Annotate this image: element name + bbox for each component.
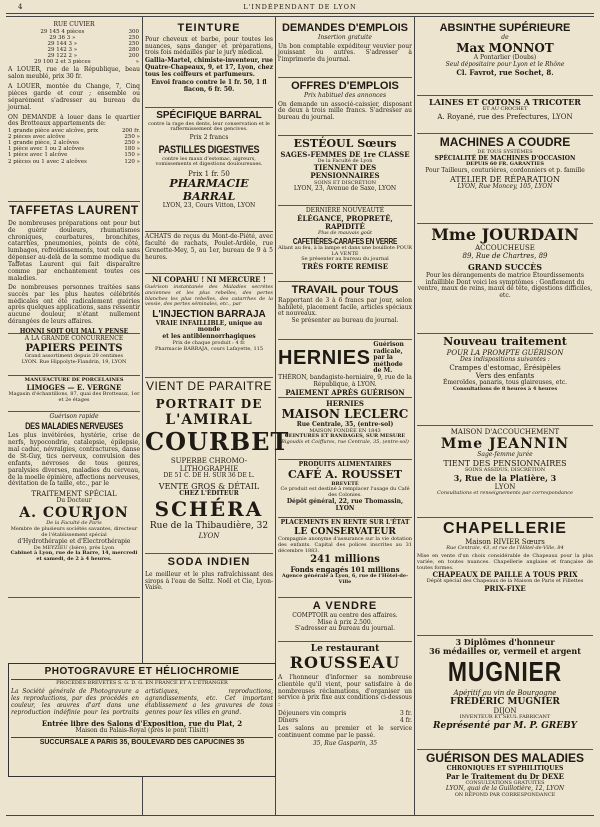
ad-courjon	[8, 412, 140, 598]
item-label: 1 pièce avec 1 ou 2 alcôves	[8, 146, 85, 153]
ad-text: Se présenter au bureau du journal	[301, 256, 389, 263]
ad-text: de	[501, 33, 509, 41]
ad-text: BREVETÉ	[331, 480, 359, 487]
ad-title: ROUSSEAU	[289, 653, 401, 673]
ad-title: NI COPAHU ! NI MERCURE !	[152, 275, 266, 284]
ad-text: POUR LA PROMPTE GUÉRISON	[446, 348, 564, 357]
ad-text: Se présenter au bureau du journal.	[291, 317, 399, 325]
cell-label: 29 144 3 »	[47, 40, 78, 47]
ad-demandes	[278, 20, 412, 78]
ad-text: Seul dépositaire pour Lyon et le Rhône	[445, 61, 565, 69]
ad-title: LIMOGES — E. VERGNE	[26, 382, 122, 392]
ad-text: Ce produit est destiné à remplacer l'usage du Café des Colonies.	[280, 486, 410, 499]
ad-text: Compagnie anonyme d'assurance sur la vie dotation des enfants. Capital des polices inscrites au 31 décembre 1883.	[278, 536, 412, 554]
ad-hernies-theron	[278, 340, 412, 398]
ad-text: Guérison radicale, par la méthode de M.	[373, 341, 404, 375]
ad-text: Prix de chaque produit : 4 fr.	[172, 340, 246, 347]
ad-name: Max MONNOT	[456, 40, 554, 55]
ad-text: SUPERBE CHROMO-LITHOGRAPHIE	[170, 457, 248, 474]
ad-text: Un bon comptable expéditeur veuvier pour jouissant ou autres. S'adresser à l'imprimerie du journal.	[278, 42, 412, 64]
ad-text: Membre de plusieurs sociétés savantes, directeur de l'établissement spécial	[10, 526, 138, 538]
ad-title: TEINTURE	[177, 22, 241, 34]
ad-text: Maison RIVIER Sœurs	[465, 538, 545, 547]
ad-text: HERNIES	[326, 399, 364, 408]
ad-text: Mise à prix 2.500.	[317, 618, 373, 626]
ad-title: ABSINTHE SUPÉRIEURE	[439, 22, 571, 34]
ad-text: THÉRON, bandagiste-herniaire, 9, rue de la République, à LYON.	[278, 373, 412, 388]
ad-title: DEMANDES D'EMPLOIS	[281, 22, 409, 34]
ad-title: PASTILLES DIGESTIVES	[158, 143, 260, 156]
ad-text: Sage-femme jurée	[477, 451, 533, 459]
ad-chapellerie	[417, 518, 593, 636]
ad-text: CEINTURES ET BANDAGES, SUR MESURE	[284, 433, 406, 440]
ad-photogravure	[8, 663, 276, 777]
ad-text: Représenté par M. P. GREBY	[433, 720, 577, 731]
ad-barral	[145, 108, 273, 232]
ad-absinthe	[417, 20, 593, 96]
ad-text: Grand assortiment depuis 20 centimes	[24, 353, 124, 360]
ad-text: Les plus invétérées, hystérie, crise de nerfs, hypocondrie, catalepsie, épilepsie, mal caduc, névralgies, contractures, danse de St-Guy, tics nerveux, convulsion des enfants, névroses de tous genres, paralysies diverses, maladies du cerveau, de la moelle épinière, affections nerveuses, dévitation de la taille, etc., par le	[8, 432, 140, 488]
ad-text: DE 51 C. DE H. SUR 36 DE L.	[163, 472, 255, 480]
ad-text: Crampes d'estomac, Érésipèles	[449, 363, 561, 372]
item-label: 1 pièce avec 1 alcôve	[8, 152, 68, 159]
ad-text: ACHATS de reçus du Mont-de-Piété, avec faculté de rachats, Poulet-Ardèle, rue Grenette-Mey, 5, au 1er, bureau de 9 à 5 heures.	[145, 233, 273, 261]
ad-text: VIENT DE PARAITRE	[145, 379, 273, 393]
rent-table	[8, 29, 140, 65]
cell-value: »	[135, 59, 139, 66]
ad-title: PAPIERS PEINTS	[25, 342, 123, 354]
ad-text: Pharmacie BARRAJA, cours Lafayette, 115	[154, 345, 264, 352]
list-item	[8, 159, 140, 165]
ad-publisher: SCHÉRA	[154, 497, 264, 522]
ad-text: La Société générale de Photogravure a les reproductions, par des procédés en couleur, les œuvres d'art dans une reproduction indéfinie pour les portraits artistiques, reproductions, agrandissements, etc. Cet important établissement a les gravures de tous genres pour les villes en grand.	[11, 688, 273, 716]
ad-name: COURBET	[145, 426, 290, 456]
ad-title: TAFFETAS LAURENT	[9, 203, 139, 217]
ad-text: LYON. Rue Hippolyte-Flandrin, 19, LYON	[21, 359, 127, 366]
ad-text: CHEZ L'ÉDITEUR	[179, 490, 239, 498]
ad-text: LYON, quai de la Guillotière, 12, LYON	[445, 785, 565, 793]
ad-text: Les salons au premier et le service continuent comme par le passé.	[278, 725, 412, 740]
ad-text: ATELIER DE RÉPARATION	[450, 175, 560, 185]
ad-title: GUÉRISON DES MALADIES	[425, 751, 584, 765]
ad-title: GRAND SUCCÈS	[467, 262, 543, 273]
ad-text: d'Hydrothérapie et d'Électrothérapie	[17, 537, 131, 545]
cell-value: 280	[128, 47, 139, 54]
ad-text: A LOUER, rue de la République, beau salon meublé, prix 30 fr.	[8, 66, 140, 81]
ad-text: A Pontarlier (Doubs)	[473, 54, 537, 62]
ad-title: OFFRES D'EMPLOIS	[291, 80, 399, 92]
ad-text: S'adresser au bureau du journal.	[295, 625, 395, 633]
ad-title: LAINES ET COTONS A TRICOTER	[429, 97, 581, 107]
item-value: 150 »	[124, 152, 140, 159]
ad-text: Gallia-Martel, chimiste-inventeur, rue Quatre-Chapeaux, 9, et 17, Lyon, chez tous les coiffeurs et parfumeurs.	[145, 57, 273, 79]
ad-text: A LOUER, montée du Change, 7, Cinq pièces garde et cour ; ensemble ou séparément s'adresser au bureau du journal.	[8, 82, 140, 111]
ad-text: A l'honneur d'informer sa nombreuse clientèle qu'il vient, pour satisfaire à de nombreuses réclamations, d'organiser un service à prix fixe aux conditions ci-dessous :	[278, 673, 412, 709]
column-2	[145, 20, 290, 657]
hernies-row	[278, 342, 412, 375]
ad-text: Mise en vente d'un choix considérable de Chapeaux pour la plus variée, en toutes nuances. Chapellerie anglaise et française de toutes formes.	[417, 553, 593, 571]
ad-text: Consultations et renseignements par correspondance	[436, 490, 573, 497]
top-rule-2	[6, 16, 594, 17]
ad-soda	[145, 554, 273, 595]
ad-text: On demande un associé-caissier, disposant de deux à trois mille francs. S'adresser au bureau du journal.	[278, 100, 412, 122]
cell-label: 29 122 2 »	[47, 53, 78, 60]
ad-courbet	[145, 378, 290, 554]
cell-label: 29 142 3 »	[47, 47, 78, 54]
ad-conservateur	[278, 518, 412, 598]
item-value: 120 »	[124, 158, 140, 165]
ad-text: De la Faculté de Lyon	[317, 157, 373, 164]
ad-text: LYON, Rue Moncey, 105, LYON	[457, 183, 553, 191]
ad-text: COMPTOIR au centre des affaires.	[292, 611, 398, 619]
ad-text: SPÉCIALITÉ DE MACHINES D'OCCASION	[434, 154, 576, 162]
ad-text: PORTRAIT DE	[155, 396, 263, 411]
ad-text: L'AMIRAL	[165, 411, 253, 428]
ad-text: MAISON FONDÉE EN 1843	[309, 427, 381, 434]
ad-text: De la Faculté de Paris	[46, 520, 102, 527]
ad-text: TIENT DES PENSIONNAIRES	[443, 459, 567, 469]
cell-label: 29 100 2 et 3 pièces	[34, 59, 91, 66]
ad-title: SODA INDIEN	[167, 556, 251, 568]
ad-text: INVENTEUR ET SEUL FABRICANT	[459, 714, 551, 720]
ad-text: ÉLÉGANCE, PROPRETÉ, RAPIDITÉ	[297, 213, 393, 231]
ad-text: Maison du Palais-Royal (près le pont Tilsitt)	[75, 726, 209, 734]
ad-title: MUGNIER	[447, 656, 563, 688]
ad-papiers-peints	[8, 334, 140, 376]
item-value: 250 »	[124, 140, 140, 147]
ad-text: Dépôt spécial des Chapeaux de la Maison de Paris et Fillettes	[426, 578, 584, 585]
ad-title: MAISON LECLERC	[281, 407, 409, 422]
ad-text: et les antiblennorrhagiques	[162, 333, 256, 341]
ad-text: Le meilleur et le plus rafraîchissant des sirops à l'eau de Seltz. Noël et Cie, Lyon-Vaise.	[145, 570, 273, 592]
ad-text: LYON	[198, 531, 220, 540]
ad-text: Des indispositions suivantes :	[460, 355, 550, 363]
ad-text: 36 médailles or, vermeil et argent	[429, 646, 581, 657]
ad-text: Consultations de 8 heures à 4 heures	[452, 385, 558, 392]
ad-text: Guérison rapide	[49, 413, 99, 420]
ad-title: MACHINES A COUDRE	[439, 135, 571, 149]
item-label: Déjeuners vin compris	[278, 710, 347, 718]
cell-value: 250	[128, 34, 139, 41]
ad-text: DE TOUS SYSTÈMES	[477, 148, 533, 155]
masthead: L'INDÉPENDANT DE LYON	[243, 3, 357, 11]
item-value: 3 fr.	[399, 710, 412, 718]
ad-text: De MEYZIEU (Isère), près Lyon	[33, 544, 115, 551]
ad-text: Rue Centrale, 35, (entre-sol)	[296, 420, 394, 428]
ad-text: A. Royané, rue des Prefectures, LYON	[437, 112, 573, 121]
ad-text: Bigoudis et Coiffures, rue Centrale, 35, (entre-sol)	[281, 439, 409, 446]
ad-heading: RUE CUVIER	[53, 21, 95, 28]
item-value: 250 »	[124, 134, 140, 141]
ad-text: Plus de mauvais goût	[317, 229, 373, 236]
ad-text: CONSULTATIONS GRATUITES	[465, 779, 545, 786]
list-item	[278, 718, 412, 725]
ad-title: HERNIES	[278, 346, 371, 369]
ad-title: DES MALADIES NERVEUSES	[25, 420, 123, 431]
ad-text: ET AU CROCHET	[482, 106, 528, 113]
column-3	[278, 20, 412, 815]
ad-title: PHOTOGRAVURE ET HÉLIOCHROMIE	[11, 666, 273, 680]
ad-text: LYON, 23, Avenue de Saxe, LYON	[293, 185, 397, 193]
ad-text: A LA GRANDE CONCURRENCE	[24, 335, 124, 342]
ad-text: Pour les dérangements de matrice Étourdissements infaillible Dont voici les symptômes : Gonflement du ventre, maux de reins, maux de tête, digestions difficiles, etc.	[417, 271, 593, 300]
column-divider	[414, 17, 415, 815]
page-number: 4	[18, 3, 23, 11]
bottom-rule	[6, 815, 594, 816]
ad-text: ON DEMANDE à louer dans le quartier des Brotteaux appartements de:	[8, 113, 140, 128]
item-label: 2 pièces avec alcôve	[8, 134, 65, 141]
ad-text: TRÈS FORTE REMISE	[301, 262, 389, 272]
cell-label: 29 145 4 pièces	[40, 28, 85, 35]
ad-title: L'INJECTION BARRAJA	[152, 309, 266, 321]
ad-text: ACCOUCHEUSE	[475, 244, 535, 253]
item-value: 180 »	[124, 146, 140, 153]
ad-text: Émeroïdes, panaris, tous glaireuses, etc.	[442, 378, 567, 386]
ad-text: SUCCURSALE A PARIS 35, BOULEVARD DES CAPUCINES 35	[11, 737, 273, 747]
ad-text: Le restaurant	[310, 644, 380, 654]
ad-text: CHAPEAUX DE PAILLE A TOUS PRIX	[432, 570, 578, 580]
ad-name: FRÉDÉRIC MUGNIER	[450, 696, 560, 707]
ad-text: CHRONIQUES ET SYPHILITIQUES	[446, 764, 564, 772]
cell-value: 200	[128, 53, 139, 60]
ad-text: 241 millions	[310, 554, 380, 566]
ad-text: PLACEMENTS EN RENTE SUR L'ÉTAT	[280, 519, 410, 526]
ad-text: SOINS ET DISCRÉTION	[314, 179, 376, 186]
ad-laines	[417, 96, 593, 134]
ad-text: Prix 1 fr. 50	[188, 170, 230, 179]
cell-label: 29 36 3 »	[49, 34, 76, 41]
ad-text: 3 Diplômes d'honneur	[455, 637, 555, 647]
ad-text: Rue de la Thibaudière, 32	[149, 521, 269, 532]
item-label: Dîners	[278, 716, 299, 724]
ad-title: CAFÉ A. ROUSSET	[287, 467, 403, 481]
ad-text: Allant au feu, à la lampe et dans une bouillote POUR LA VENTE	[278, 244, 412, 257]
ad-text: Guérison instantanée des Maladies secrètes anciennes et les plus rebelles, des pertes blanches les plus rebelles, des catarrhes de la vessie, des pertes séminales, etc., par	[145, 284, 273, 308]
ad-footer: HONNI SOIT QUI MAL Y PENSE	[19, 328, 129, 336]
ad-text: TIENNENT DES PENSIONNAIRES	[310, 163, 380, 181]
ad-text: De nombreuses personnes traitées sans succès par les plus hautes célébrités médicales ont été radicalement guéries après quelques applications, sans ressentir aucune douleur, n'étant nullement dérangées de leurs affaires.	[8, 283, 140, 326]
ad-title: A VENDRE	[312, 600, 378, 612]
ad-text: MAISON D'ACCOUCHEMENT	[450, 428, 560, 436]
ad-text: PROCÉDÉS BREVETÉS S. G. D. G. EN FRANCE ET A L'ÉTRANGER	[56, 679, 228, 686]
ad-title: CHAPELLERIE	[443, 520, 567, 537]
ad-text: DEPUIS 60 FR. GARANTIES	[465, 161, 545, 168]
ad-text: contre la rage des dents, leur conservation et le raffermissement des gencives.	[148, 120, 270, 133]
ad-title: Nouveau traitement	[443, 335, 567, 348]
ad-leclerc	[278, 398, 412, 460]
ad-barraja	[145, 274, 273, 378]
cell-value: 300	[128, 28, 139, 35]
ad-text: PRODUITS ALIMENTAIRES	[298, 461, 392, 468]
ad-text: Pour cheveux et barbe, pour toutes les nuances, sans danger et préparations, trois fois médaillés par le jury médical.	[145, 35, 273, 57]
ad-text: Magasin d'échantillons, 87, quai des Brotteaux, 1er et 2e étages	[8, 390, 140, 403]
ad-text: VENTE GROS & DÉTAIL	[158, 482, 260, 492]
ad-title: PHARMACIE BARRAL	[169, 177, 249, 203]
ad-text: Entrée libre des Salons d'Exposition, rue du Plat, 2	[41, 718, 243, 728]
ad-jourdain	[417, 224, 593, 334]
ad-text: MANUFACTURE DE PORCELAINES	[24, 377, 124, 383]
ad-text: VRAIE INFAILLIBLE, unique au monde	[155, 319, 263, 334]
ad-text: 3, Rue de la Platière, 3	[453, 472, 557, 483]
ad-text: Envoi franco contre le 1 fr. 50, 1 fl flacon, 6 fr. 50.	[151, 78, 267, 93]
list-item	[278, 711, 412, 718]
ad-text: Fonds engagés 101 millions	[290, 564, 400, 574]
ad-text: Par le Traitement du Dr DEXE	[446, 771, 564, 781]
item-label: 1 grande pièce avec alcôve, prix	[8, 128, 99, 135]
ad-text: PRIX-FIXE	[484, 584, 526, 594]
ad-title: CAFETIÈRES-CARAFES EN VERRE	[292, 236, 398, 246]
ad-text: Pour Tailleurs, couturières, cordonniers et p. famille	[425, 167, 585, 175]
ad-text: Agence générale à Lyon, 6, rue de l'Hôtel-de-Ville	[281, 573, 409, 585]
ad-title: SPÉCIFIQUE BARRAL	[156, 110, 262, 121]
ad-text: Dépôt général, 22, rue Thomassin, LYON	[286, 497, 404, 512]
column-4	[417, 20, 593, 815]
ad-text: DIJON	[493, 706, 517, 715]
ad-text: LYON, 23, Cours Vitton, LYON	[162, 202, 256, 210]
ad-title: ESTÉOUL Sœurs	[293, 137, 397, 150]
ad-mugnier	[417, 636, 593, 750]
ad-text: Rue Centrale, 43, et rue de l'Hôtel-de-Ville, 84	[446, 545, 564, 552]
ad-text: 35, Rue Gasparin, 35	[312, 740, 378, 748]
ad-porcelaines	[8, 376, 140, 412]
ad-text: Prix 2 francs	[189, 134, 229, 141]
ad-text: Prix habituel des annonces	[303, 91, 387, 99]
ad-text: TRAITEMENT SPÉCIAL	[31, 490, 117, 499]
ad-text: LYON	[494, 483, 516, 492]
ad-text: Cabinet à Lyon, rue de la Barre, 14, mercredi et samedi, de 2 à 4 heures.	[10, 550, 138, 563]
ad-text: contre les maux d'estomac, aigreurs, vomissements et digestions douloureuses.	[155, 155, 263, 168]
ad-text: 89, Rue de Chartres, 89	[462, 252, 548, 261]
item-label: 1 grande pièce, 2 alcôves	[8, 140, 79, 147]
ad-text: Vers des enfants	[475, 371, 535, 380]
item-value: 4 fr.	[399, 716, 412, 724]
ad-teinture	[145, 20, 273, 108]
ad-text: De nombreuses préparations ont pour but de guérir douleurs, rhumatismes chroniques, courbatures, bronchites, catarrhes, pneumonies, points de côté, lumbagos, refroidissements, tout cela sans dépenser au-delà de la somme modique du Taffetas Laurent qui fait disparaître comme par enchantement toutes ces maladies.	[8, 219, 140, 282]
ad-title: LE CONSERVATEUR	[294, 526, 396, 537]
top-rule	[6, 13, 594, 14]
ad-cafe-rousset	[278, 460, 412, 518]
ad-title: Mme JEANNIN	[440, 436, 570, 453]
ad-title: Mme JOURDAIN	[431, 225, 579, 244]
ad-a-vendre	[278, 598, 412, 642]
ad-nouveau-traitement	[417, 334, 593, 426]
ad-text: Insertion gratuite	[318, 33, 372, 41]
ad-guerison-maladies	[417, 750, 593, 802]
ad-text: ON RÉPOND PAR CORRESPONDANCE	[454, 792, 556, 799]
table-row	[8, 59, 140, 65]
ad-text: Cl. Favrot, rue Sochet, 8.	[456, 68, 554, 78]
ad-doctor-name: A. COURJON	[19, 505, 129, 522]
ad-text: SAGES-FEMMES DE 1re CLASSE	[280, 149, 410, 159]
item-label: 2 pièces ou 1 avec 2 alcôves	[8, 158, 87, 165]
ad-text: Apéritif au vin de Bourgogne	[453, 688, 557, 697]
ad-taffetas	[8, 202, 140, 334]
ad-cafetieres	[278, 206, 412, 282]
ad-text: DERNIÈRE NOUVEAUTÉ	[305, 207, 385, 214]
ad-rentals	[8, 20, 140, 202]
ad-achats	[145, 232, 273, 274]
ad-title: TRAVAIL pour TOUS	[291, 284, 399, 296]
ad-travail	[278, 282, 412, 340]
ad-text: SOINS ASSIDUS, DISCRÉTION	[464, 467, 546, 474]
ad-text: Du Docteur	[56, 497, 92, 505]
ad-text: PAIEMENT APRÈS GUÉRISON	[285, 387, 405, 397]
ad-offres	[278, 78, 412, 136]
item-value: 200 fr.	[121, 128, 140, 135]
ad-esteoul	[278, 136, 412, 206]
cell-value: 250	[128, 40, 139, 47]
ad-text: Rapportant de 3 à 6 francs par jour, selon habileté, placement facile, articles spéciaux et nouveaux.	[278, 296, 412, 318]
ad-machines	[417, 134, 593, 224]
ad-jeannin	[417, 426, 593, 518]
ad-rousseau	[278, 642, 412, 751]
